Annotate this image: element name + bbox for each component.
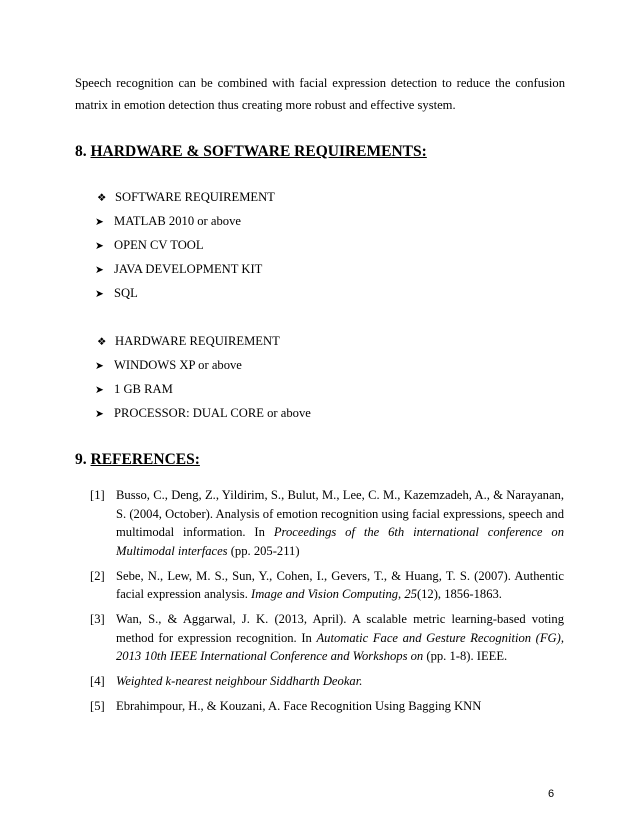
item-label: SQL	[114, 286, 138, 300]
arrow-bullet-icon: ➤	[95, 408, 104, 420]
reference-number: [5]	[90, 699, 105, 713]
arrow-bullet-icon: ➤	[95, 216, 104, 228]
arrow-bullet-icon: ➤	[95, 384, 104, 396]
section-title: REFERENCES:	[90, 451, 200, 468]
reference-text: Wan, S., & Aggarwal, J. K. (2013, April). A scalable metric learning-based voting method for expression recognition. In	[116, 612, 564, 645]
reference-item	[90, 697, 564, 716]
reference-text: Sebe, N., Lew, M. S., Sun, Y., Cohen, I., Gevers, T., & Huang, T. S. (2007). Authentic facial expression analysis.	[116, 568, 564, 601]
list-item	[95, 233, 275, 257]
arrow-bullet-icon: ➤	[95, 360, 104, 372]
item-label: 1 GB RAM	[114, 382, 173, 396]
reference-number: [2]	[90, 568, 105, 583]
reference-number: [1]	[90, 488, 105, 502]
reference-number: [4]	[90, 674, 105, 688]
category-label: SOFTWARE REQUIREMENT	[115, 190, 275, 204]
reference-text: Ebrahimpour, H., & Kouzani, A. Face Recognition Using Bagging KNN	[116, 699, 482, 713]
reference-source: Image and Vision Computing	[251, 587, 399, 601]
reference-source: Proceedings of the 6th international conference on Multimodal interfaces	[116, 525, 564, 558]
reference-pages: (pp. 205-211)	[227, 543, 300, 558]
item-label: MATLAB 2010 or above	[114, 214, 241, 228]
reference-item	[90, 672, 564, 691]
item-label: OPEN CV TOOL	[114, 238, 204, 252]
reference-item	[90, 486, 564, 560]
references-list	[90, 486, 564, 722]
arrow-bullet-icon: ➤	[95, 288, 104, 300]
arrow-bullet-icon: ➤	[95, 240, 104, 252]
reference-text: Weighted k-nearest neighbour Siddharth Deokar.	[116, 674, 363, 688]
item-label: PROCESSOR: DUAL CORE or above	[114, 406, 311, 420]
reference-item	[90, 610, 564, 666]
section-number: 9.	[75, 451, 87, 468]
item-label: JAVA DEVELOPMENT KIT	[114, 262, 263, 276]
section-heading-requirements	[75, 143, 427, 161]
list-item	[95, 377, 311, 401]
list-item	[95, 257, 275, 281]
page-number: 6	[548, 788, 555, 800]
list-item	[95, 353, 311, 377]
diamond-bullet-icon: ❖	[97, 336, 107, 348]
section-title: HARDWARE & SOFTWARE REQUIREMENTS:	[90, 143, 427, 160]
section-number: 8.	[75, 143, 87, 160]
arrow-bullet-icon: ➤	[95, 264, 104, 276]
list-item	[95, 281, 275, 305]
reference-source: Automatic Face and Gesture Recognition (FG), 2013 10th IEEE International Conference and Workshops on	[116, 630, 564, 663]
list-item	[95, 401, 311, 425]
reference-volume: 25	[404, 587, 417, 601]
reference-text: Busso, C., Deng, Z., Yildirim, S., Bulut, M., Lee, C. M., Kazemzadeh, A., & Narayanan, S. (2004, October). Analysis of emotion recognition using facial expressions, speech and multimodal information. In	[116, 488, 564, 539]
reference-item	[90, 567, 564, 604]
diamond-bullet-icon: ❖	[97, 192, 107, 204]
reference-pages: (pp. 1-8). IEEE.	[423, 649, 508, 663]
intro-paragraph: Speech recognition can be combined with facial expression detection to reduce the confusion matrix in emotion detection thus creating more robust and effective system.	[75, 76, 565, 112]
category-label: HARDWARE REQUIREMENT	[115, 334, 280, 348]
reference-separator: ,	[398, 587, 405, 601]
item-label: WINDOWS XP or above	[114, 358, 242, 372]
section-heading-references	[75, 451, 200, 469]
reference-pages: (12), 1856-1863.	[416, 587, 502, 601]
hardware-category	[97, 329, 311, 353]
software-category	[97, 185, 275, 209]
hardware-requirements-list	[97, 329, 311, 425]
software-requirements-list	[97, 185, 275, 305]
list-item	[95, 209, 275, 233]
reference-number: [3]	[90, 612, 105, 626]
